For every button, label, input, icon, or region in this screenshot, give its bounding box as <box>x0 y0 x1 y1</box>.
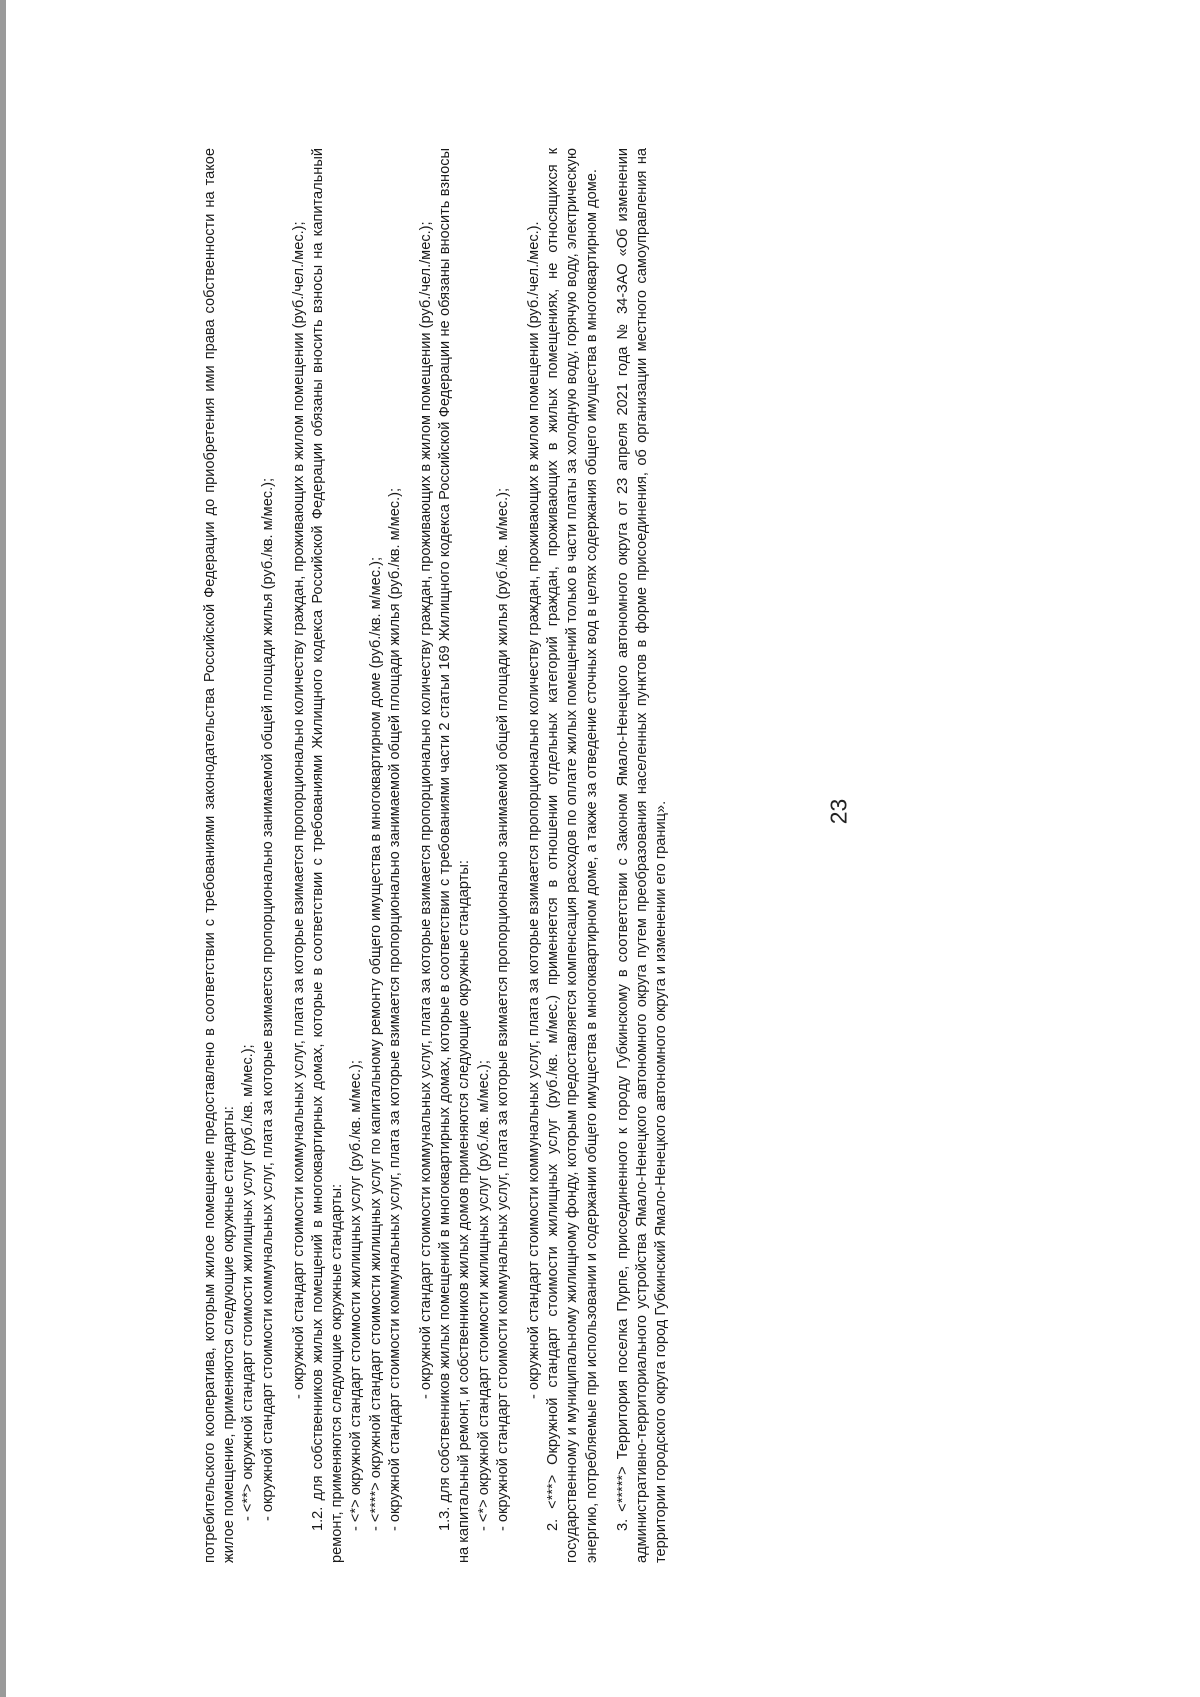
paragraph-1-1-persons: - окружной стандарт стоимости коммунальных услуг, плата за которые взимается пропорционально количеству граждан, проживающих в жилом помещении (руб./чел./мес.); <box>290 221 307 1399</box>
paragraph-1-1-housing: - <**> окружной стандарт стоимости жилищных услуг (руб./кв. м/мес.); <box>240 1044 257 1521</box>
paragraph-2: 2. <***> Окружной стандарт стоимости жилищных услуг (руб./кв. м/мес.) применяется в отношении отдельных категорий граждан, проживающих в жилых помещениях, не относящихся к государственному и муниципальному жилищному фонду, которым предоставляется компенсация расходов по оплате жилых помещений только в части платы за холодную воду, горячую воду, электрическую энергию, потребляемые при использовании и содержании общего имущества в многоквартирном доме, а также за отведение сточных вод в целях содержания общего имущества в многоквартирном доме. <box>545 148 600 1563</box>
paragraph-1-2: 1.2. для собственников жилых помещений в многоквартирных домах, которые в соответствии с требованиями Жилищного кодекса Российской Федерации обязаны вносить взносы на капитальный ремонт, применяются следующие окружные стандарты: <box>310 148 346 1563</box>
paragraph-1-3-persons: - окружной стандарт стоимости коммунальных услуг, плата за которые взимается пропорционально количеству граждан, проживающих в жилом помещении (руб./чел./мес.). <box>526 221 543 1399</box>
paragraph-1-1-area: - окружной стандарт стоимости коммунальных услуг, плата за которые взимается пропорционально занимаемой общей площади жилья (руб./кв. м/мес.); <box>259 477 276 1521</box>
paragraph-1-3: 1.3. для собственников жилых помещений в многоквартирных домах, которые в соответствии с требованиями части 2 статьи 169 Жилищного кодекса Российской Федерации не обязаны вносить взносы на капитальный ремонт, и собственников жилых домов применяются следующие окружные стандарты: <box>437 148 473 1563</box>
paragraph-cooperative: потребительского кооператива, которым жилое помещение предоставлено в соответствии с требованиями законодательства Российской Федерации до приобретения ими права собственности на такое жилое помещение, применяются следующие окружные стандарты: <box>202 148 238 1563</box>
paragraph-1-2-housing: - <*> окружной стандарт стоимости жилищных услуг (руб./кв. м/мес.); <box>348 1060 365 1531</box>
paragraph-1-2-area: - окружной стандарт стоимости коммунальных услуг, плата за которые взимается пропорционально занимаемой общей площади жилья (руб./кв. м/мес.); <box>386 487 403 1531</box>
page-number: 23 <box>825 798 852 825</box>
paragraph-3: 3. <*****> Территория поселка Пурпе, присоединенного к городу Губкинскому в соответствии с Законом Ямало-Ненецкого автономного округа от 23 апреля 2021 года № 34-ЗАО «Об изменении административно-территориального устройства Ямало-Ненецкого автономного округа путем преобразования населенных пунктов в форме присоединения, об организации местного самоуправления на территории городского округа город Губкинский Ямало-Ненецкого автономного округа и изменении его границ». <box>614 148 670 1563</box>
rotated-text-block <box>201 148 821 1563</box>
paragraph-1-3-area: - окружной стандарт стоимости коммунальных услуг, плата за которые взимается пропорционально занимаемой общей площади жилья (руб./кв. м/мес.); <box>494 487 511 1531</box>
paragraph-1-2-persons: - окружной стандарт стоимости коммунальных услуг, плата за которые взимается пропорционально количеству граждан, проживающих в жилом помещении (руб./чел./мес.); <box>418 221 435 1399</box>
paragraph-1-2-capital-repair: - <****> окружной стандарт стоимости жилищных услуг по капитальному ремонту общего имущества в многоквартирном доме (руб./кв. м/мес.); <box>367 556 384 1531</box>
document-page <box>6 0 1200 1697</box>
paragraph-1-3-housing: - <*> окружной стандарт стоимости жилищных услуг (руб./кв. м/мес.); <box>475 1060 492 1531</box>
